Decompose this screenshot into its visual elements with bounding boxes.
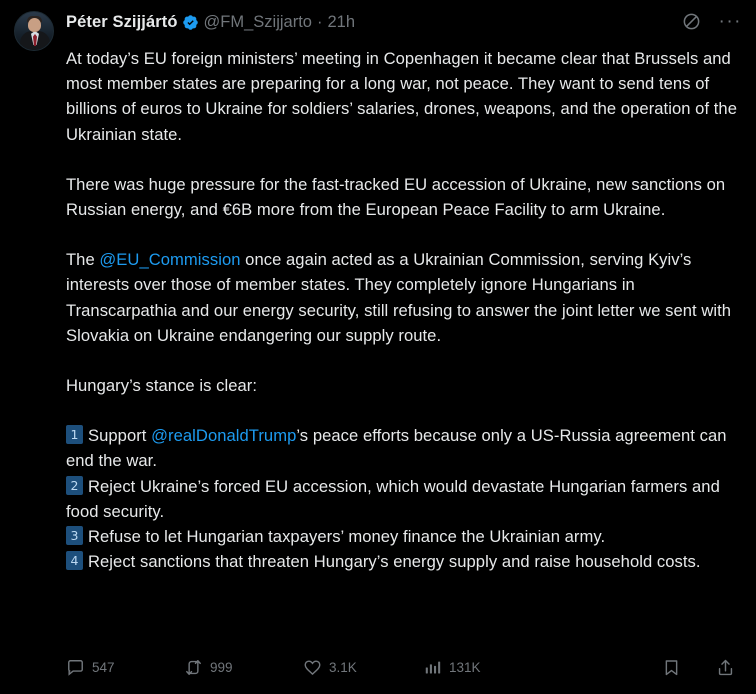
list-item [66, 549, 742, 574]
bookmark-button[interactable] [662, 658, 688, 677]
tweet-body [66, 46, 742, 574]
list-item-4-text: Reject sanctions that threaten Hungary’s energy supply and raise household costs. [88, 552, 701, 572]
list-item-1-before: Support [88, 426, 152, 446]
list-number-1: 1 [66, 425, 83, 444]
more-options-icon[interactable]: ··· [718, 10, 742, 32]
like-button[interactable] [303, 658, 423, 677]
paragraph-2: There was huge pressure for the fast-tracked EU accession of Ukraine, new sanctions on Russian energy, and €6B more from the European Peace Facility to arm Ukraine. [66, 174, 726, 220]
list-number-4: 4 [66, 551, 83, 570]
reply-button[interactable] [66, 658, 184, 677]
list-number-2: 2 [66, 476, 83, 495]
list-item-3-text: Refuse to let Hungarian taxpayers’ money finance the Ukrainian army. [88, 527, 606, 547]
paragraph-4: Hungary’s stance is clear: [66, 376, 257, 396]
mention-eu-commission[interactable]: @EU_Commission [99, 250, 241, 270]
timestamp[interactable]: 21h [327, 13, 356, 31]
avatar-face [28, 18, 41, 32]
retweet-button[interactable] [184, 658, 303, 677]
paragraph-3 [66, 247, 742, 348]
list-item [66, 474, 742, 524]
bookmark-icon [662, 658, 681, 677]
analytics-icon [423, 658, 442, 677]
not-interested-icon[interactable] [682, 12, 701, 31]
tweet-action-bar [66, 652, 742, 682]
mention-realdonaldtrump[interactable]: @realDonaldTrump [151, 426, 297, 446]
paragraph-3-before: The [66, 250, 100, 270]
tweet-header [14, 10, 742, 44]
author-handle[interactable]: @FM_Szijjarto [203, 13, 312, 31]
share-icon [716, 658, 735, 677]
list-item-2-text: Reject Ukraine’s forced EU accession, which would devastate Hungarian farmers and food security. [66, 476, 720, 521]
separator: · [316, 13, 323, 31]
paragraph-3-after: once again acted as a Ukrainian Commission, serving Kyiv’s interests over those of member states. They completely ignore Hungarians in Transcarpathia and our energy security, still refusing to answer the joint letter we sent with Slovakia on Ukraine endangering our supply route. [66, 250, 732, 345]
avatar[interactable] [14, 11, 54, 51]
reply-count: 547 [92, 659, 115, 675]
list-number-3: 3 [66, 526, 83, 545]
views-count: 131K [449, 659, 481, 675]
verified-badge-icon [182, 14, 199, 31]
heart-icon [303, 658, 322, 677]
numbered-list [66, 423, 742, 574]
reply-icon [66, 658, 85, 677]
paragraph-1: At today’s EU foreign ministers’ meeting in Copenhagen it became clear that Brussels and most member states are preparing for a long war, not peace. They want to send tens of billions of euros to Ukraine for soldiers’ salaries, drones, weapons, and the operation of the Ukrainian state. [66, 49, 737, 144]
header-actions [682, 12, 742, 31]
list-item-1-after: ’s peace efforts because only a US-Russia agreement can end the war. [66, 426, 727, 471]
author-name[interactable]: Péter Szijjártó [66, 13, 178, 31]
retweet-icon [184, 658, 203, 677]
author-line [66, 10, 355, 32]
list-item [66, 524, 742, 549]
retweet-count: 999 [210, 659, 233, 675]
like-count: 3.1K [329, 659, 357, 675]
list-item [66, 423, 742, 473]
views-button[interactable] [423, 658, 573, 677]
share-button[interactable] [716, 658, 742, 677]
